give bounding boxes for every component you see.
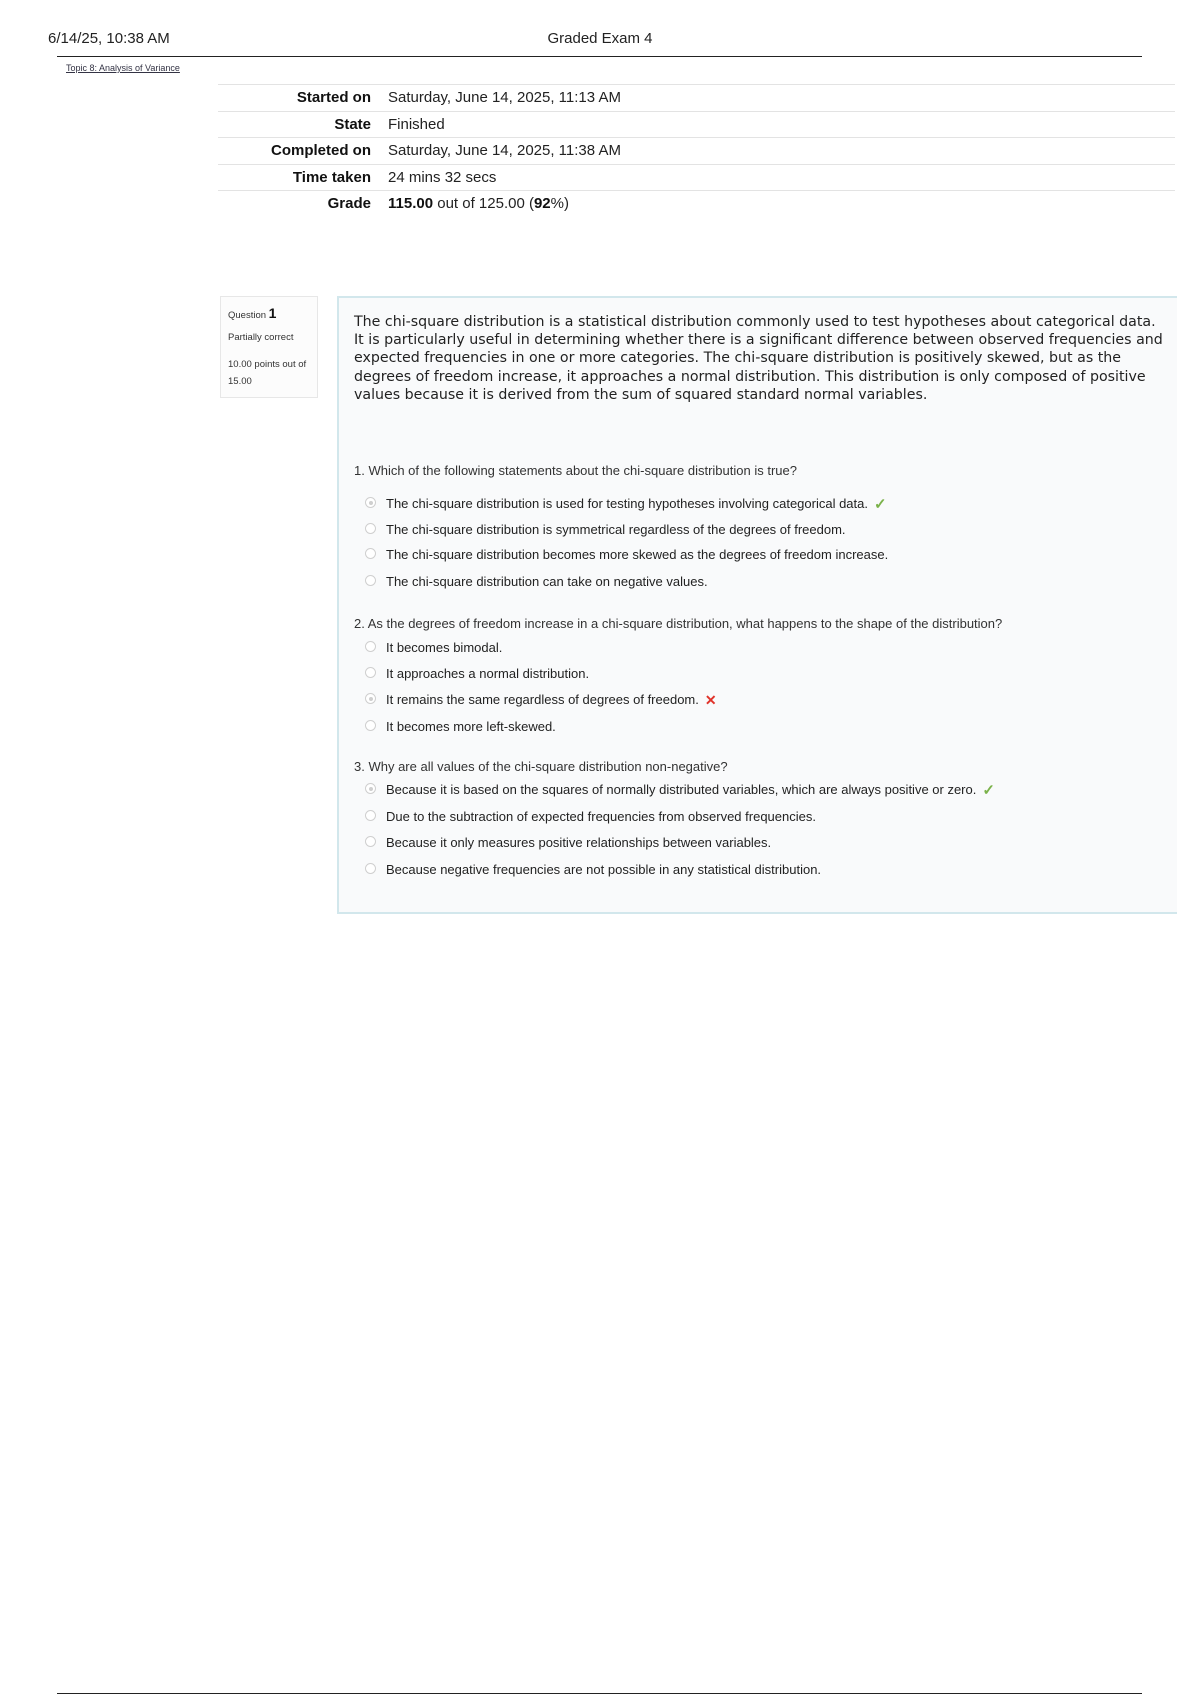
time-label: Time taken <box>218 164 387 191</box>
radio-button-selected[interactable] <box>365 783 376 794</box>
summary-row-completed <box>218 138 1175 165</box>
radio-button[interactable] <box>365 720 376 731</box>
question-number <box>228 305 310 321</box>
grade-end: %) <box>550 195 569 213</box>
summary-row-state <box>218 111 1175 138</box>
option-text: The chi-square distribution is used for testing hypotheses involving categorical data. <box>386 496 868 511</box>
question-info-box <box>220 296 318 398</box>
grade-value <box>387 191 1175 217</box>
option-text: It becomes bimodal. <box>386 640 503 655</box>
correct-check-icon: ✓ <box>874 496 887 514</box>
grade-score: 115.00 <box>388 195 434 213</box>
radio-button[interactable] <box>365 523 376 534</box>
option-text: Because it only measures positive relationships between variables. <box>386 835 772 850</box>
option-text: It becomes more left-skewed. <box>386 719 556 734</box>
question-grade: 10.00 points out of 15.00 <box>228 359 307 387</box>
completed-label: Completed on <box>218 138 387 165</box>
option-text: The chi-square distribution is symmetrical regardless of the degrees of freedom. <box>386 522 846 537</box>
started-label: Started on <box>218 85 387 112</box>
question-state: Partially correct <box>228 332 294 343</box>
state-label: State <box>218 111 387 138</box>
breadcrumb-link[interactable]: Topic 8: Analysis of Variance <box>66 63 180 73</box>
question-number-value: 1 <box>268 305 277 321</box>
time-value: 24 mins 32 secs <box>387 164 1175 191</box>
state-value: Finished <box>387 111 1175 138</box>
grade-outof: out of 125.00 ( <box>433 195 534 213</box>
question-content <box>337 296 1177 914</box>
radio-button[interactable] <box>365 863 376 874</box>
summary-row-time <box>218 164 1175 191</box>
radio-button-selected[interactable] <box>365 497 376 508</box>
grade-label: Grade <box>327 195 371 213</box>
option-text: Because negative frequencies are not possible in any statistical distribution. <box>386 862 822 877</box>
print-header <box>0 28 1200 58</box>
question-label: Question <box>228 310 269 321</box>
option-text: The chi-square distribution can take on negative values. <box>386 574 708 589</box>
subquestion-2-text: 2. As the degrees of freedom increase in a chi-square distribution, what happens to the shape of the distribution? <box>354 616 1003 631</box>
radio-button-selected[interactable] <box>365 693 376 704</box>
subquestion-1-text: 1. Which of the following statements about the chi-square distribution is true? <box>354 463 797 478</box>
radio-button[interactable] <box>365 810 376 821</box>
summary-row-grade <box>218 191 1175 217</box>
completed-value: Saturday, June 14, 2025, 11:38 AM <box>387 138 1175 165</box>
option-text: It remains the same regardless of degrees of freedom. <box>386 692 699 707</box>
incorrect-cross-icon: ✕ <box>704 692 717 709</box>
correct-check-icon: ✓ <box>982 782 995 800</box>
option-text: Due to the subtraction of expected frequencies from observed frequencies. <box>386 809 816 824</box>
print-datetime: 6/14/25, 10:38 AM <box>48 30 170 47</box>
footer-divider <box>57 1693 1142 1694</box>
option-text: The chi-square distribution becomes more skewed as the degrees of freedom increase. <box>386 547 889 562</box>
quiz-summary-table <box>218 84 1175 217</box>
subquestion-3-text: 3. Why are all values of the chi-square distribution non-negative? <box>354 759 728 774</box>
radio-button[interactable] <box>365 575 376 586</box>
header-divider <box>57 56 1142 57</box>
print-title: Graded Exam 4 <box>547 30 653 47</box>
radio-button[interactable] <box>365 548 376 559</box>
summary-row-started <box>218 85 1175 112</box>
question-text: The chi-square distribution is a statistical distribution commonly used to test hypotheses about categorical data. It is particularly useful in determining whether there is a significant difference between observed frequencies and expected frequencies in one or more categories. The chi-square distribution is positively skewed, but as the degrees of freedom increase, it approaches a normal distribution. This distribution is only composed of positive values because it is derived from the sum of squared standard normal variables. <box>354 314 1163 403</box>
option-text: Because it is based on the squares of normally distributed variables, which are always positive or zero. <box>386 782 977 797</box>
started-value: Saturday, June 14, 2025, 11:13 AM <box>387 85 1175 112</box>
option-text: It approaches a normal distribution. <box>386 666 590 681</box>
radio-button[interactable] <box>365 836 376 847</box>
grade-percent: 92 <box>533 195 551 213</box>
radio-button[interactable] <box>365 641 376 652</box>
radio-button[interactable] <box>365 667 376 678</box>
